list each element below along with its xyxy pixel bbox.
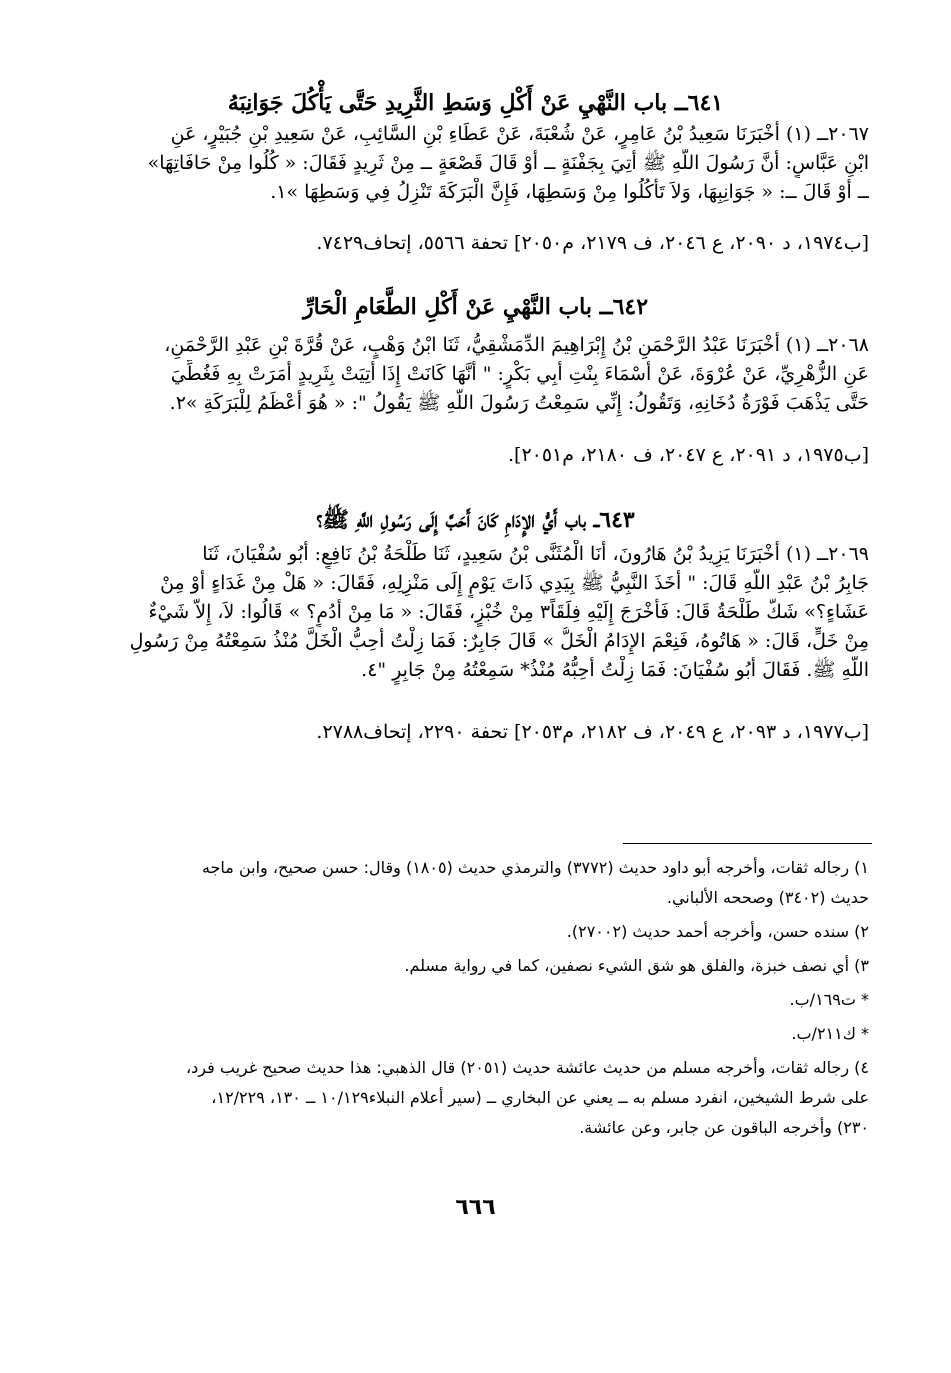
hadith-reference: [ب١٩٧٥، د ٢٠٩١، ع ٢٠٤٧، ف ٢١٨٠، م٢٠٥١]. xyxy=(507,444,869,466)
hadith-reference: [ب١٩٧٧، د ٢٠٩٣، ع ٢٠٤٩، ف ٢١٨٢، م٢٠٥٣] تحفة ٢٢٩٠، إتحاف٢٧٨٨. xyxy=(316,721,869,743)
page-number: ٦٦٦ xyxy=(455,1195,496,1220)
hadith-line: ابْنِ عَبَّاسٍ: أَنَّ رَسُولَ اللَّهِ ﷺ أُتِيَ بِجَفْنَةٍ ــ أَوْ قَالَ قَصْعَةٍ ــ مِنْ ثَرِيدٍ فَقَالَ: « كُلُوا مِنْ حَافَاتِهَا» xyxy=(147,152,869,174)
chapter-heading-641: ٦٤١ــ باب النَّهْيِ عَنْ أَكْلِ وَسَطِ الثَّرِيدِ حَتَّى يَأْكُلَ جَوَانِبَهُ xyxy=(227,90,724,116)
hadith-line: ٢٠٦٧ــ (١) أَخْبَرَنَا سَعِيدُ بْنُ عَامِرٍ، عَنْ شُعْبَةَ، عَنْ عَطَاءِ بْنِ السَّائِبِ، عَنْ سَعِيدِ بْنِ جُبَيْرٍ، عَنِ xyxy=(170,123,869,145)
footnote-divider xyxy=(623,843,872,844)
footnote-line: على شرط الشيخين، انفرد مسلم به ــ يعني عن البخاري ــ (سير أعلام النبلاء١٠/١٢٩ ــ ١٣٠، ١٢/٢٢٩، xyxy=(211,1088,869,1107)
footnote-line: حديث (٣٤٠٢) وصححه الألباني. xyxy=(666,888,869,907)
hadith-line: عَنِ الزُّهْرِيِّ، عَنْ عُرْوَةَ، عَنْ أَسْمَاءَ بِنْتِ أَبِي بَكْرٍ: " أَنَّهَا كَانَتْ إِذَا أُتِيَتْ بِثَرِيدٍ أَمَرَتْ بِهِ فَغُطِّيَ xyxy=(170,363,869,385)
footnotes xyxy=(70,853,869,1147)
footnote-line: ٤) رجاله ثقات، وأخرجه مسلم من حديث عائشة حديث (٢٠٥١) قال الذهبي: هذا حديث صحيح غريب فرد، xyxy=(186,1058,869,1077)
footnote-line: ١) رجاله ثقات، وأخرجه أبو داود حديث (٣٧٧٢) والترمذي حديث (١٨٠٥) وقال: حسن صحيح، وابن ماجه xyxy=(201,858,869,877)
hadith-line: ٢٠٦٩ــ (١) أَخْبَرَنَا يَزِيدُ بْنُ هَارُونَ، أَنَا الْمُثَنَّى بْنُ سَعِيدٍ، ثَنَا طَلْحَةُ بْنُ نَافِعٍ: أَبُو سُفْيَانَ، ثَنَا xyxy=(202,543,869,565)
footnote-line: ٣) أي نصف خبزة، والفلق هو شق الشيء نصفين، كما في رواية مسلم. xyxy=(404,956,869,975)
hadith-2068 xyxy=(70,331,869,418)
hadith-line: حَتَّى يَذْهَبَ فَوْرَةُ دُخَانِهِ، وَتَقُولُ: إِنِّي سَمِعْتُ رَسُولَ اللَّهِ ﷺ يَقُولُ ": « هُوَ أَعْظَمُ لِلْبَرَكَةِ »٢. xyxy=(169,392,869,414)
hadith-2069 xyxy=(70,540,869,685)
hadith-line: مِنْ خَلٍّ، قَالَ: « هَاتُوهُ، فَنِعْمَ الإِدَامُ الْخَلُّ » قَالَ جَابِرٌ: فَمَا زِلْتُ أُحِبُّ الْخَلَّ مُنْذُ سَمِعْتُهُ مِنْ رَسُولِ xyxy=(129,630,869,652)
footnote-line: ٢) سنده حسن، وأخرجه أحمد حديث (٢٧٠٠٢). xyxy=(566,922,869,941)
hadith-line: عَشَاءٍ؟» شَكَّ طَلْحَةُ قَالَ: فَأَخْرَجَ إِلَيْهِ فِلَقَاً٣ مِنْ خُبْزٍ، فَقَالَ: « مَا مِنْ أُدُمٍ؟ » قَالُوا: لاَ، إِلاَّ شَيْءٌ xyxy=(148,601,869,623)
hadith-line: ــ أَوْ قَالَ ــ: « جَوَانِبِهَا، وَلاَ تَأْكُلُوا مِنْ وَسَطِهَا، فَإِنَّ الْبَرَكَةَ تَنْزِلُ فِي وَسَطِهَا »١. xyxy=(270,181,869,203)
hadith-2067 xyxy=(70,120,869,207)
footnote-line: * ك٢١١/ب. xyxy=(791,1024,869,1043)
footnote-line: * ت١٦٩/ب. xyxy=(789,990,869,1009)
hadith-reference: [ب١٩٧٤، د ٢٠٩٠، ع ٢٠٤٦، ف ٢١٧٩، م٢٠٥٠] تحفة ٥٥٦٦، إتحاف٧٤٢٩. xyxy=(316,232,869,254)
chapter-heading-643: ٦٤٣ــ باب أَيُّ الإِدَامِ كَانَ أَحَبَّ إِلَى رَسُولِ اللَّهِ ﷺ؟ xyxy=(316,507,635,533)
chapter-heading-642: ٦٤٢ــ باب النَّهْيِ عَنْ أَكْلِ الطَّعَامِ الْحَارِّ xyxy=(302,294,649,320)
hadith-line: ٢٠٦٨ــ (١) أَخْبَرَنَا عَبْدُ الرَّحْمَنِ بْنُ إِبْرَاهِيمَ الدِّمَشْقِيُّ، ثَنَا ابْنُ وَهْبٍ، عَنْ قُرَّةَ بْنِ عَبْدِ الرَّحْمَنِ، xyxy=(164,334,869,356)
footnote-line: ٢٣٠) وأخرجه الباقون عن جابر، وعن عائشة. xyxy=(579,1118,869,1137)
hadith-line: اللَّهِ ﷺ. فَقَالَ أَبُو سُفْيَانَ: فَمَا زِلْتُ أُحِبُّهُ مُنْذُ* سَمِعْتُهُ مِنْ جَابِرٍ "٤. xyxy=(361,659,869,681)
hadith-line: جَابِرُ بْنُ عَبْدِ اللَّهِ قَالَ: " أَخَذَ النَّبِيُّ ﷺ بِيَدِي ذَاتَ يَوْمٍ إِلَى مَنْزِلِهِ، فَقَالَ: « هَلْ مِنْ غَدَاءٍ أَوْ مِنْ xyxy=(160,572,869,594)
